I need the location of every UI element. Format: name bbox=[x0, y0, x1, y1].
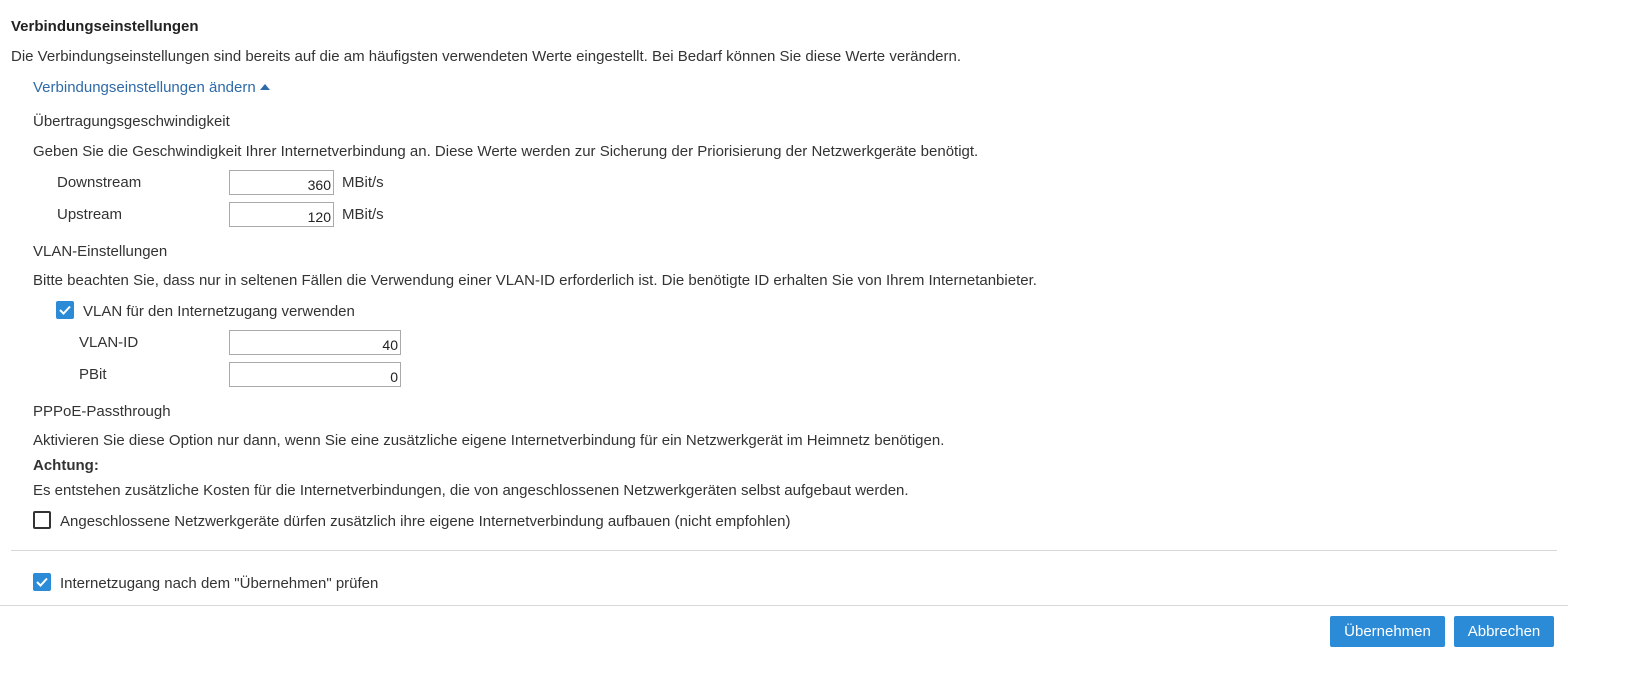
use-vlan-checkbox[interactable] bbox=[56, 301, 74, 319]
page-description: Die Verbindungseinstellungen sind bereits auf die am häufigsten verwendeten Werte eingestellt. Bei Bedarf können Sie diese Werte verändern. bbox=[11, 48, 962, 65]
pbit-label: PBit bbox=[79, 366, 107, 383]
use-vlan-label[interactable]: VLAN für den Internetzugang verwenden bbox=[83, 303, 355, 320]
downstream-label: Downstream bbox=[57, 174, 142, 191]
downstream-input[interactable] bbox=[229, 170, 334, 195]
pppoe-warning-label: Achtung: bbox=[33, 457, 99, 474]
pppoe-warning-text: Es entstehen zusätzliche Kosten für die Internetverbindungen, die von angeschlossenen Netzwerkgeräten selbst aufgebaut werden. bbox=[33, 482, 909, 499]
vlan-id-label: VLAN-ID bbox=[79, 334, 139, 351]
change-settings-link[interactable] bbox=[33, 80, 270, 95]
change-settings-link-label: Verbindungseinstellungen ändern bbox=[33, 79, 256, 96]
vlan-heading: VLAN-Einstellungen bbox=[33, 243, 168, 260]
pppoe-heading: PPPoE-Passthrough bbox=[33, 403, 171, 420]
upstream-unit: MBit/s bbox=[342, 206, 384, 223]
pppoe-description: Aktivieren Sie diese Option nur dann, wenn Sie eine zusätzliche eigene Internetverbindung für ein Netzwerkgerät im Heimnetz benötigen. bbox=[33, 432, 945, 449]
upstream-label: Upstream bbox=[57, 206, 123, 223]
upstream-input[interactable] bbox=[229, 202, 334, 227]
section-divider bbox=[11, 550, 1557, 551]
cancel-button[interactable]: Abbrechen bbox=[1454, 616, 1554, 647]
apply-button[interactable]: Übernehmen bbox=[1330, 616, 1445, 647]
speed-description: Geben Sie die Geschwindigkeit Ihrer Internetverbindung an. Diese Werte werden zur Sicherung der Priorisierung der Netzwerkgeräte benötigt. bbox=[33, 143, 979, 160]
checkmark-icon bbox=[59, 305, 71, 315]
check-internet-checkbox[interactable] bbox=[33, 573, 51, 591]
vlan-description: Bitte beachten Sie, dass nur in seltenen Fällen die Verwendung einer VLAN-ID erforderlich ist. Die benötigte ID erhalten Sie von Ihrem Internetanbieter. bbox=[33, 272, 1037, 289]
footer-divider bbox=[0, 605, 1568, 606]
downstream-unit: MBit/s bbox=[342, 174, 384, 191]
pbit-input[interactable] bbox=[229, 362, 401, 387]
checkmark-icon bbox=[36, 577, 48, 587]
check-internet-label[interactable]: Internetzugang nach dem "Übernehmen" prüfen bbox=[60, 575, 379, 592]
pppoe-allow-label[interactable]: Angeschlossene Netzwerkgeräte dürfen zusätzlich ihre eigene Internetverbindung aufbauen (nicht empfohlen) bbox=[60, 513, 791, 530]
pppoe-allow-checkbox[interactable] bbox=[33, 511, 51, 529]
vlan-id-input[interactable] bbox=[229, 330, 401, 355]
caret-up-icon bbox=[260, 84, 270, 90]
page-title: Verbindungseinstellungen bbox=[11, 18, 199, 35]
speed-heading: Übertragungsgeschwindigkeit bbox=[33, 113, 230, 130]
